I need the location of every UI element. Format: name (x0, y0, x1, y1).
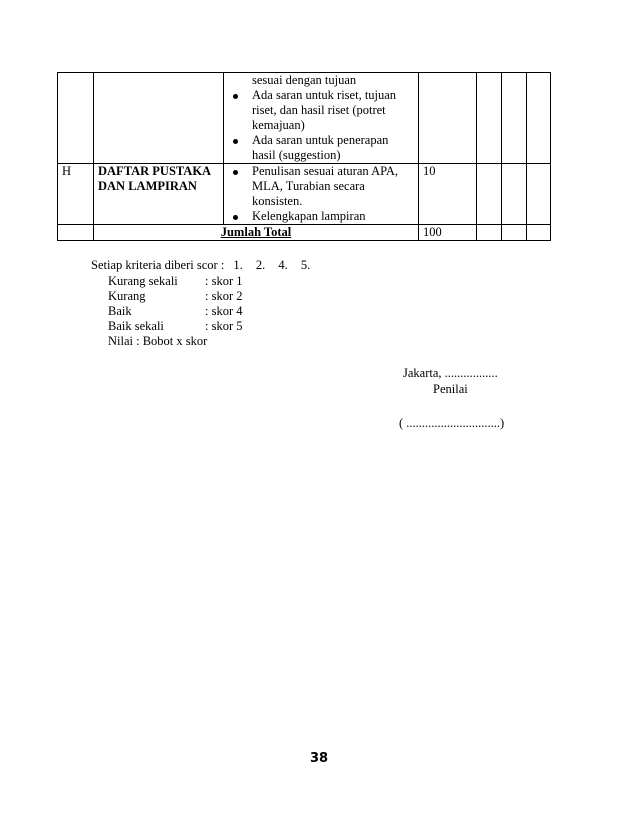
cell-score (527, 225, 551, 241)
criteria-number: 4. (278, 258, 288, 272)
indicator-continuation: sesuai dengan tujuan (252, 73, 357, 87)
score-level-value: : skor 1 (205, 274, 243, 288)
list-item: Ada saran untuk penerapan hasil (suggestion) (228, 133, 414, 163)
list-item: Kelengkapan lampiran (228, 209, 414, 224)
criteria-intro: Setiap kriteria diberi scor : (91, 258, 225, 272)
cell-title (94, 73, 224, 164)
score-level-label: Baik sekali (108, 319, 164, 333)
score-level-label: Kurang (108, 289, 146, 303)
table-row-total (58, 225, 551, 241)
cell-weight (419, 73, 477, 164)
score-level-value: : skor 2 (205, 289, 243, 303)
table-row-h (58, 164, 551, 225)
cell-score (477, 73, 502, 164)
indicator-list (228, 164, 414, 224)
cell-code (58, 73, 94, 164)
criteria-number: 1. (233, 258, 243, 272)
table-row-continuation (58, 73, 551, 164)
cell-weight: 10 (419, 164, 477, 225)
cell-score (527, 73, 551, 164)
score-level-value: : skor 4 (205, 304, 243, 318)
criteria-number: 5. (300, 258, 311, 272)
rubric-table (57, 72, 551, 241)
criteria-intro-line (91, 258, 320, 273)
list-item: Penulisan sesuai aturan APA, MLA, Turabian secara konsisten. (228, 164, 414, 209)
cell-empty (58, 225, 94, 241)
cell-score (502, 73, 527, 164)
total-value: 100 (419, 225, 477, 241)
score-formula: Nilai : Bobot x skor (108, 334, 208, 348)
score-level-value: : skor 5 (205, 319, 243, 333)
score-level-label: Kurang sekali (108, 274, 178, 288)
cell-score (502, 164, 527, 225)
page-number: 38 (309, 751, 329, 766)
list-item: Ada saran untuk riset, tujuan riset, dan hasil riset (potret kemajuan) (228, 88, 414, 133)
signature-place-date: Jakarta, ................. (403, 366, 498, 380)
cell-score (502, 225, 527, 241)
signature-role: Penilai (433, 382, 468, 396)
cell-score (527, 164, 551, 225)
cell-title: DAFTAR PUSTAKA DAN LAMPIRAN (94, 164, 224, 225)
criteria-numbers (233, 258, 320, 272)
cell-score (477, 164, 502, 225)
total-label: Jumlah Total (94, 225, 419, 241)
cell-indicators (224, 73, 419, 164)
cell-score (477, 225, 502, 241)
signature-name-placeholder: ( ..............................) (399, 416, 505, 430)
cell-indicators (224, 164, 419, 225)
indicator-list (228, 88, 414, 163)
criteria-number: 2. (255, 258, 266, 272)
score-level-label: Baik (108, 304, 132, 318)
cell-code: H (58, 164, 94, 225)
